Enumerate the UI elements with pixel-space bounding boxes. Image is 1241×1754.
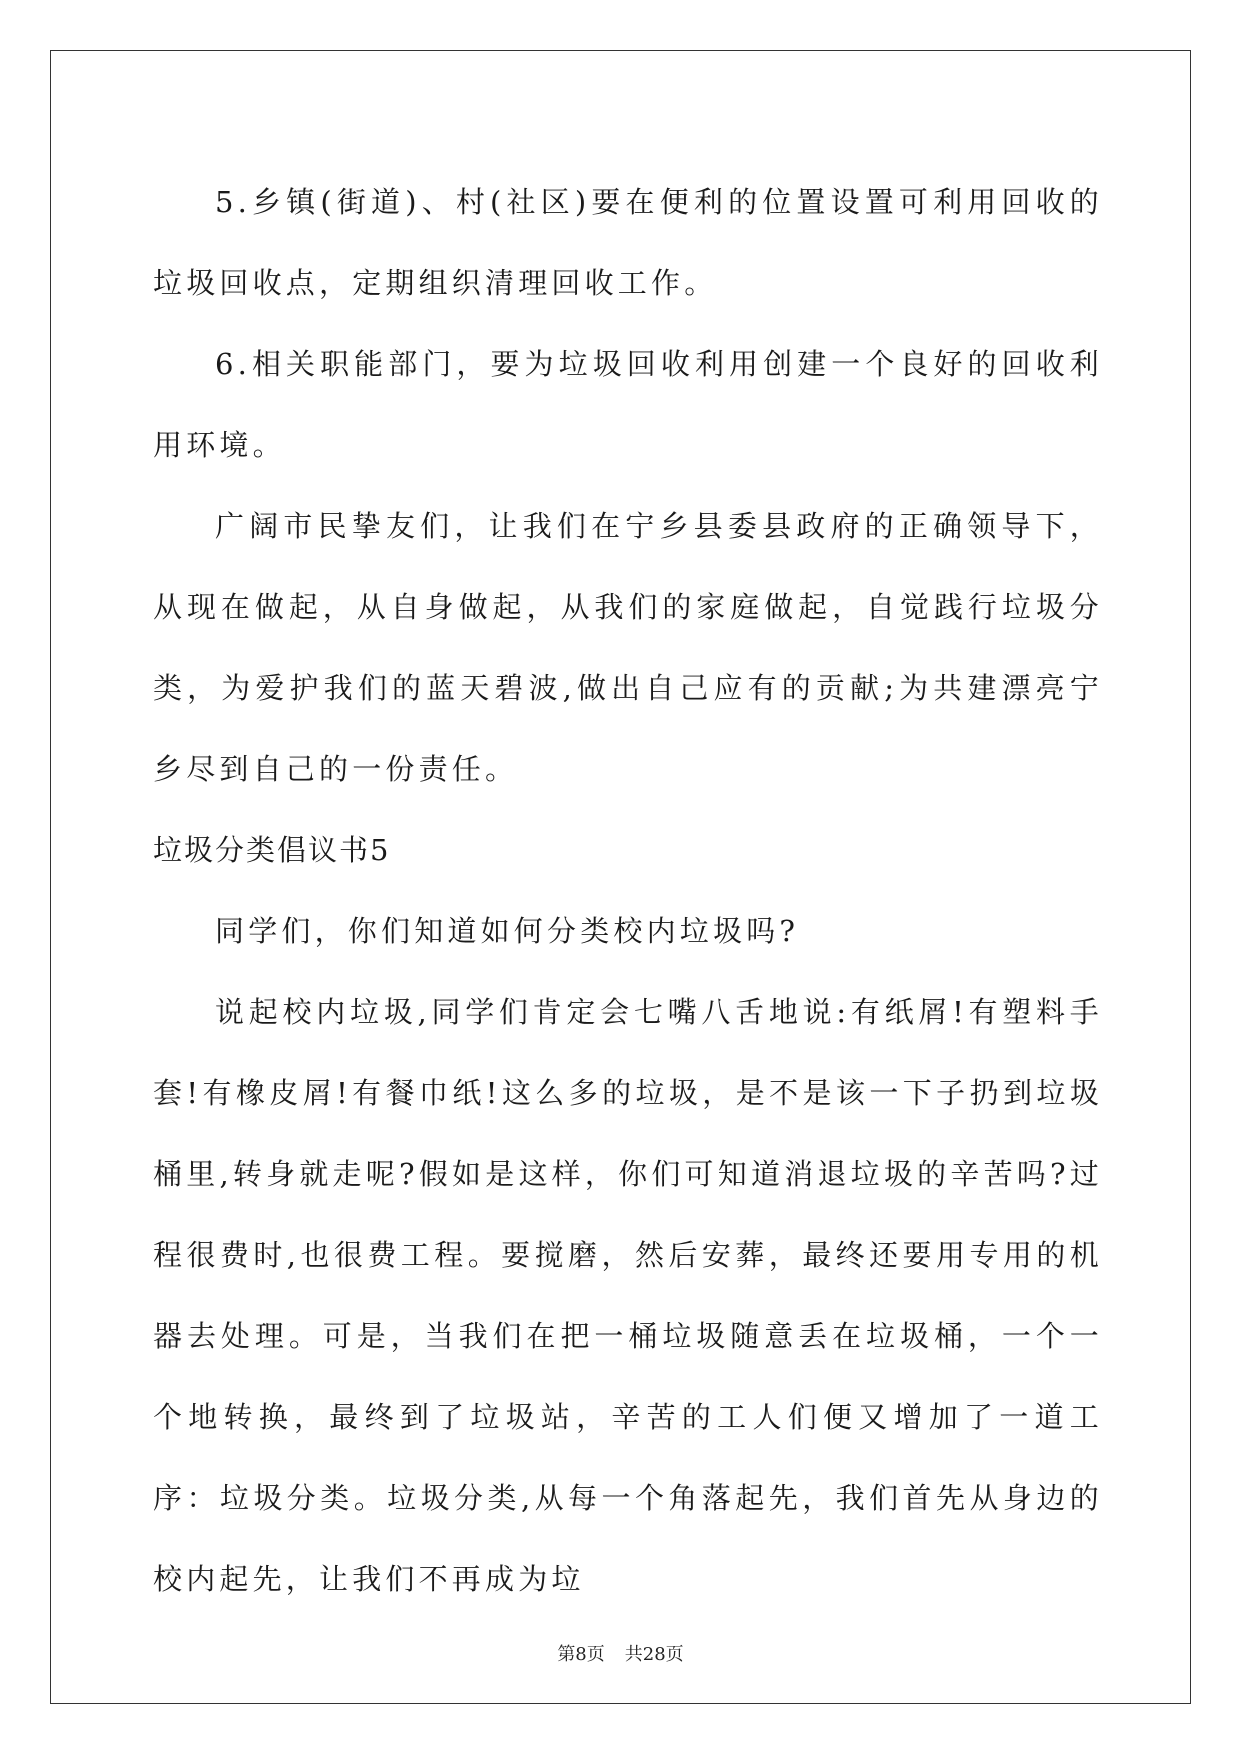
paragraph-item-6: 6.相关职能部门，要为垃圾回收利用创建一个良好的回收利用环境。 — [153, 347, 1103, 462]
paragraph-citizens-appeal: 广阔市民挚友们，让我们在宁乡县委县政府的正确领导下，从现在做起，从自身做起，从我们的家庭做起，自觉践行垃圾分类，为爱护我们的蓝天碧波,做出自己应有的贡献;为共建漂亮宁乡尽到自己的一份责任。 — [153, 509, 1103, 786]
paragraph-item-5: 5.乡镇(街道)、村(社区)要在便利的位置设置可利用回收的垃圾回收点，定期组织清理回收工作。 — [153, 185, 1103, 300]
paragraph-question: 同学们，你们知道如何分类校内垃圾吗? — [215, 914, 800, 948]
total-page-count: 共28页 — [624, 1644, 684, 1665]
paragraph-campus-garbage: 说起校内垃圾,同学们肯定会七嘴八舌地说:有纸屑!有塑料手套!有橡皮屑!有餐巾纸!这么多的垃圾，是不是该一下子扔到垃圾桶里,转身就走呢?假如是这样，你们可知道消退垃圾的辛苦吗?过程很费时,也很费工程。要搅磨，然后安葬，最终还要用专用的机器去处理。可是，当我们在把一桶垃圾随意丢在垃圾桶，一个一个地转换，最终到了垃圾站，辛苦的工人们便又增加了一道工序：垃圾分类。垃圾分类,从每一个角落起先，我们首先从身边的校内起先，让我们不再成为垃 — [153, 995, 1103, 1596]
page-footer — [0, 1640, 1241, 1666]
document-body — [153, 162, 1103, 1620]
current-page-number: 第8页 — [557, 1644, 605, 1665]
section-heading: 垃圾分类倡议书5 — [153, 833, 391, 867]
